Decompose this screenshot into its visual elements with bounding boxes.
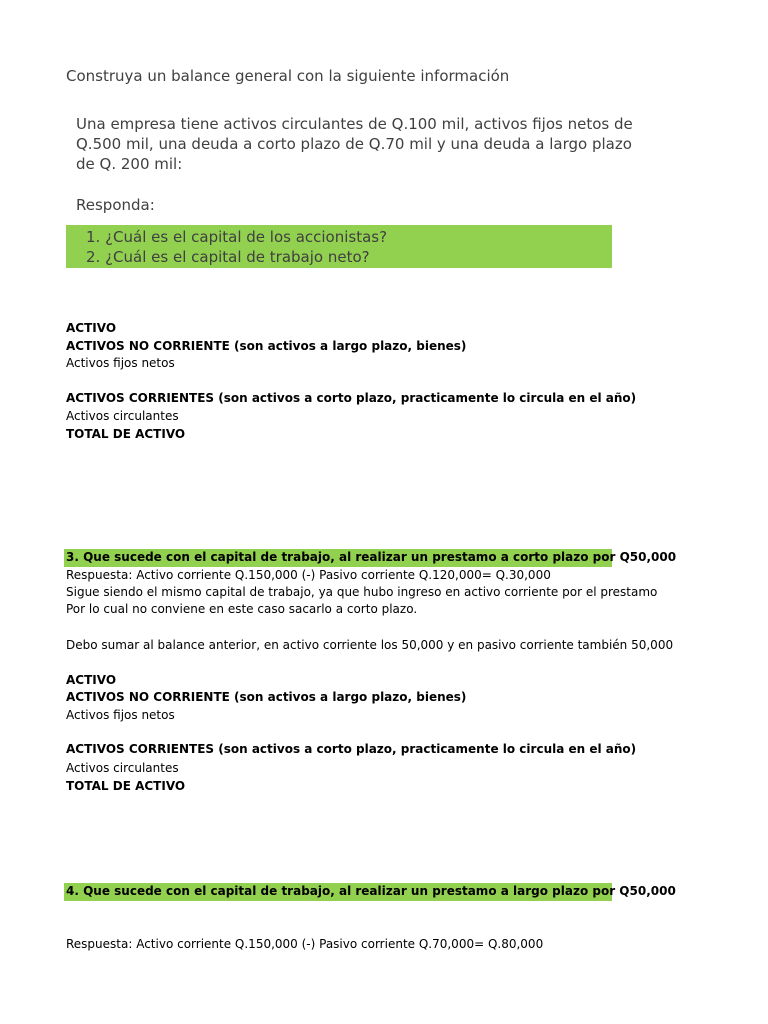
question-2: 2. ¿Cuál es el capital de trabajo neto? xyxy=(86,248,370,266)
question-1: 1. ¿Cuál es el capital de los accionistas? xyxy=(86,228,388,246)
balance1-fijos-netos: Activos fijos netos xyxy=(66,356,175,370)
balance2-no-corriente-heading: ACTIVOS NO CORRIENTE (son activos a largo plazo, bienes) xyxy=(66,690,467,704)
balance2-total-activo: TOTAL DE ACTIVO xyxy=(66,779,186,793)
intro-paragraph-line-3: de Q. 200 mil: xyxy=(76,155,183,173)
q3-explanation-2: Por lo cual no conviene en este caso sacarlo a corto plazo. xyxy=(66,602,418,616)
balance1-total-activo: TOTAL DE ACTIVO xyxy=(66,427,186,441)
balance2-circulantes: Activos circulantes xyxy=(66,761,179,775)
responda-label: Responda: xyxy=(76,196,155,214)
balance1-no-corriente-heading: ACTIVOS NO CORRIENTE (son activos a largo plazo, bienes) xyxy=(66,339,467,353)
balance1-circulantes: Activos circulantes xyxy=(66,409,179,423)
balance1-activo-heading: ACTIVO xyxy=(66,321,117,335)
q4-title: 4. Que sucede con el capital de trabajo, al realizar un prestamo a largo plazo por Q50,000 xyxy=(66,884,676,898)
q3-explanation-1: Sigue siendo el mismo capital de trabajo, ya que hubo ingreso en activo corriente por el prestamo xyxy=(66,585,658,599)
q4-respuesta: Respuesta: Activo corriente Q.150,000 (-) Pasivo corriente Q.70,000= Q.80,000 xyxy=(66,937,544,951)
q3-title: 3. Que sucede con el capital de trabajo, al realizar un prestamo a corto plazo por Q50,000 xyxy=(66,550,677,564)
balance2-activo-heading: ACTIVO xyxy=(66,673,117,687)
intro-heading: Construya un balance general con la siguiente información xyxy=(66,67,510,85)
balance2-fijos-netos: Activos fijos netos xyxy=(66,708,175,722)
balance2-corrientes-heading: ACTIVOS CORRIENTES (son activos a corto plazo, practicamente lo circula en el año) xyxy=(66,742,637,756)
intro-paragraph-line-2: Q.500 mil, una deuda a corto plazo de Q.70 mil y una deuda a largo plazo xyxy=(76,135,632,153)
q3-respuesta: Respuesta: Activo corriente Q.150,000 (-) Pasivo corriente Q.120,000= Q.30,000 xyxy=(66,568,551,582)
balance1-corrientes-heading: ACTIVOS CORRIENTES (son activos a corto plazo, practicamente lo circula en el año) xyxy=(66,391,637,405)
q3-explanation-3: Debo sumar al balance anterior, en activo corriente los 50,000 y en pasivo corriente también 50,000 xyxy=(66,638,674,652)
intro-paragraph-line-1: Una empresa tiene activos circulantes de Q.100 mil, activos fijos netos de xyxy=(76,115,633,133)
